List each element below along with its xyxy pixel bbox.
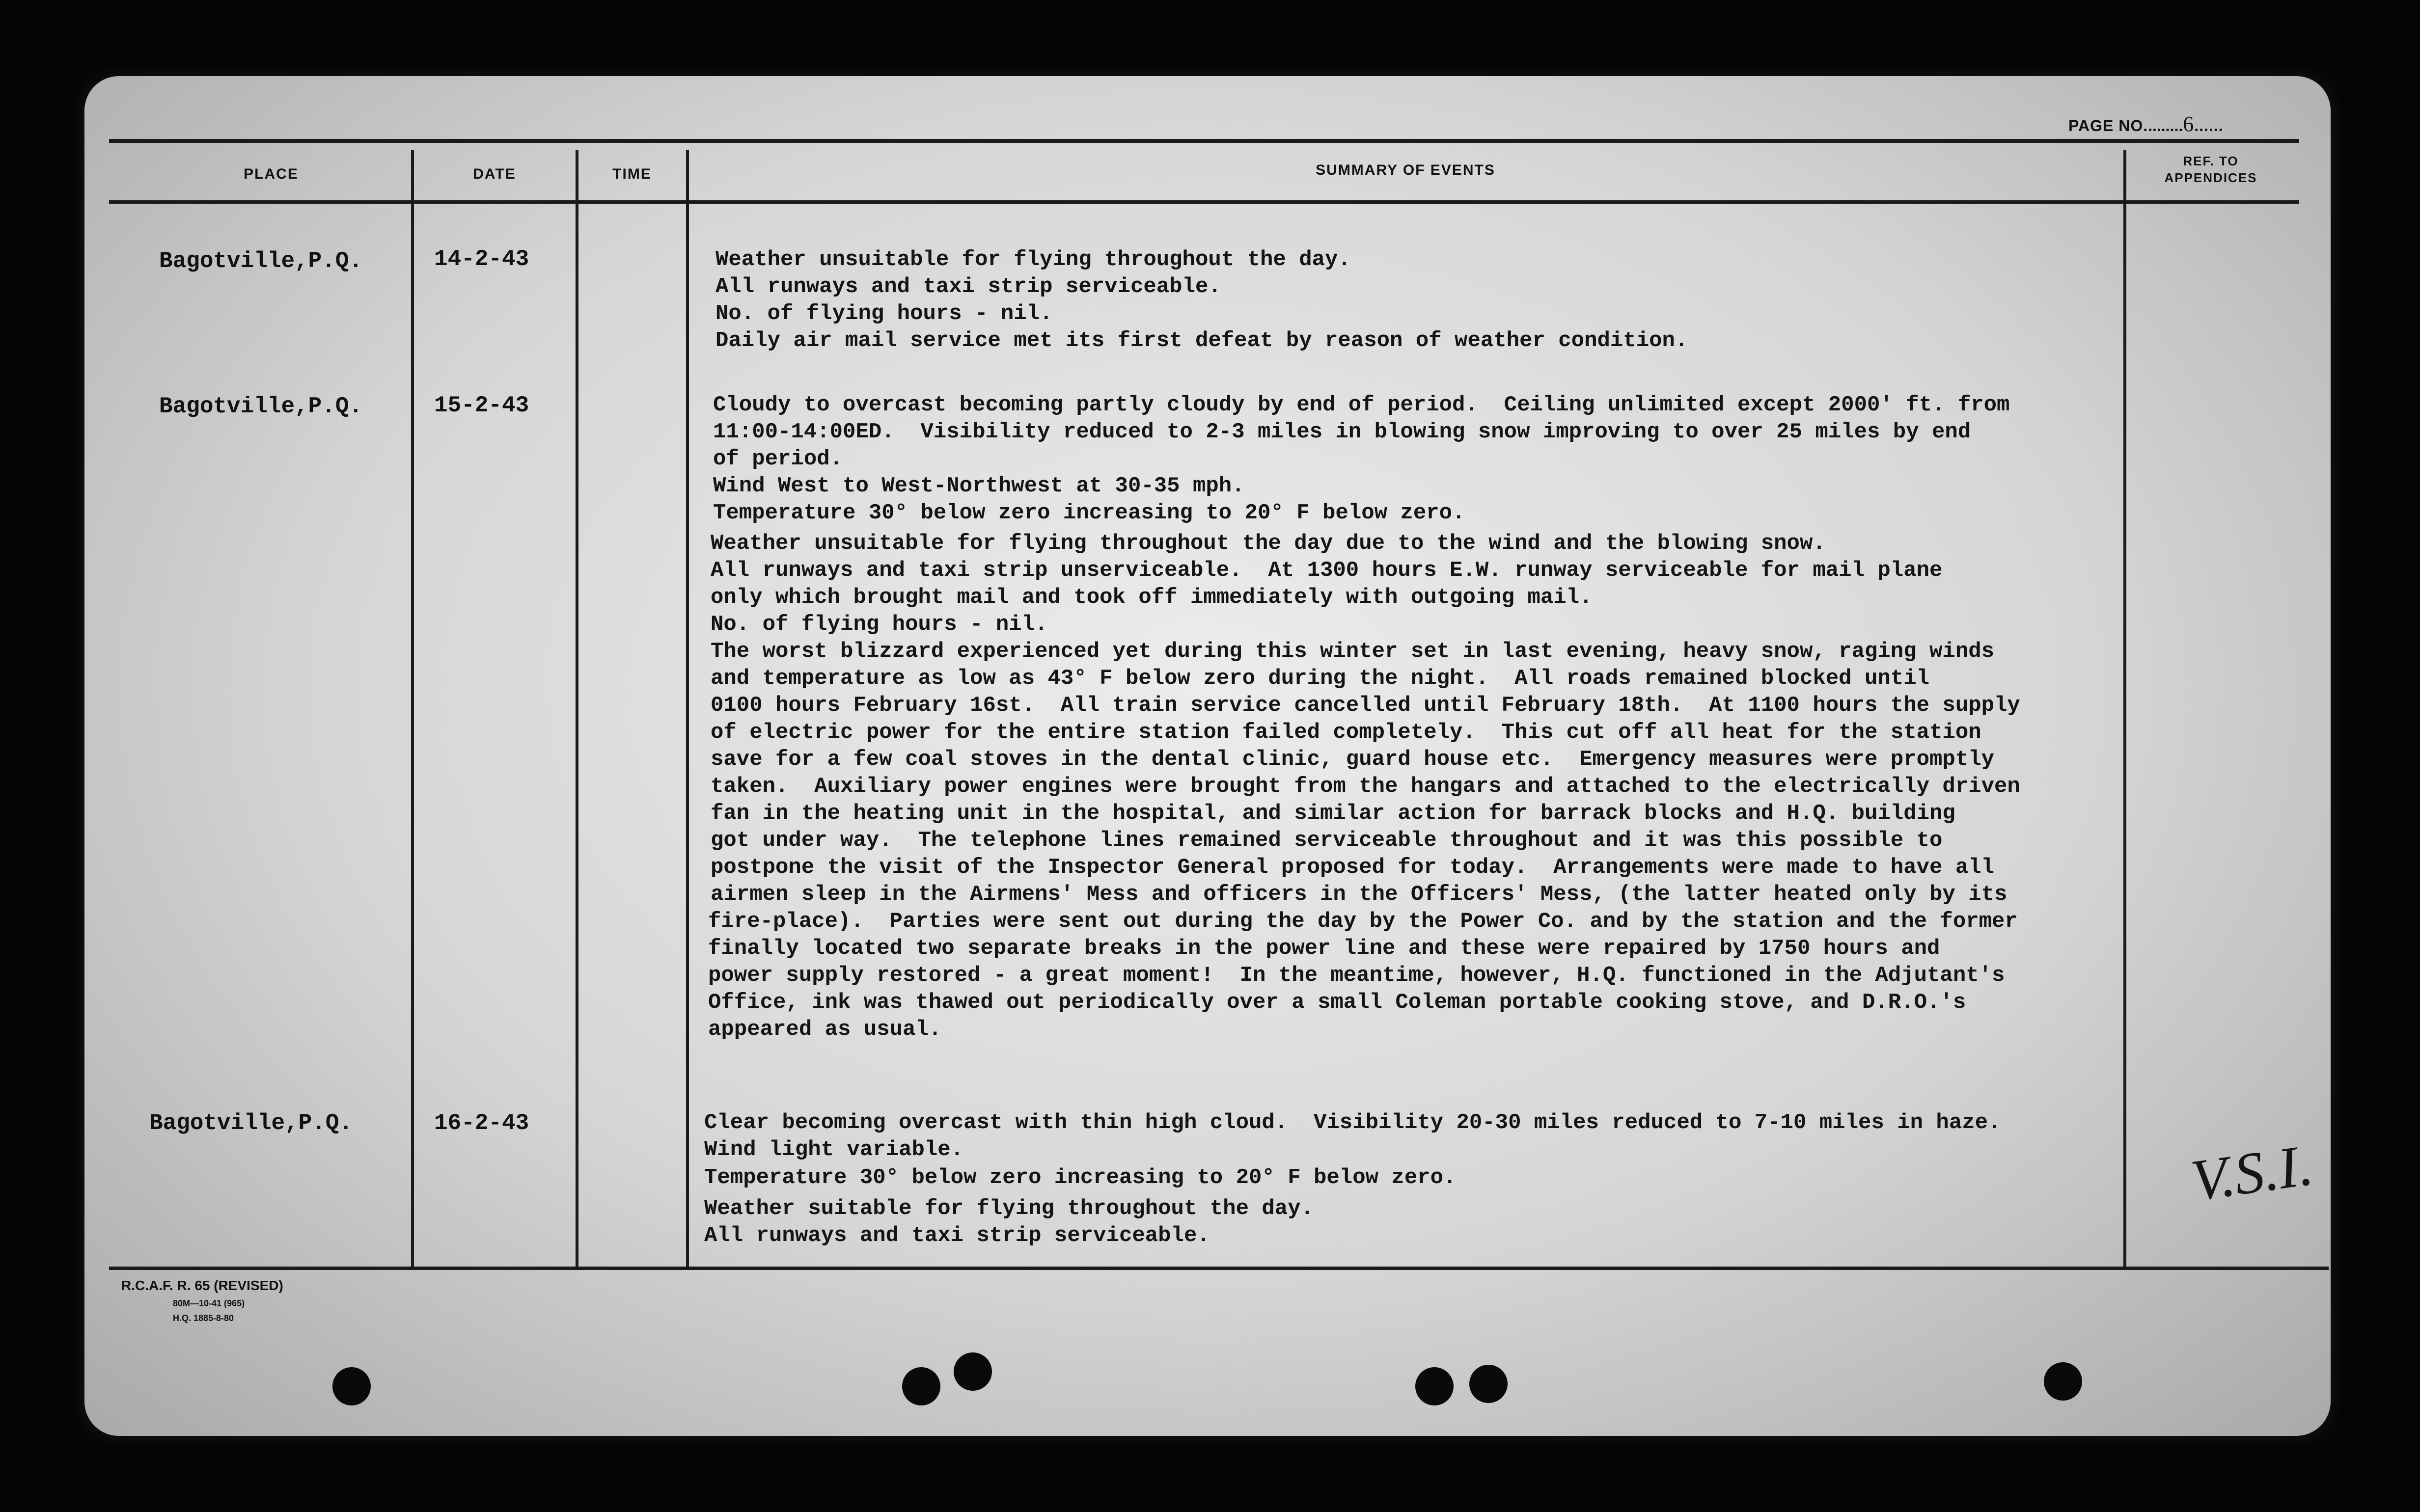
summary-line: All runways and taxi strip unserviceable. At 1300 hours E.W. runway serviceable for mail plane	[711, 558, 1943, 583]
summary-line: 11:00-14:00ED. Visibility reduced to 2-3 miles in blowing snow improving to over 25 miles by end	[713, 420, 1971, 444]
entry-place: Bagotville,P.Q.	[149, 1110, 353, 1136]
entry-date: 15-2-43	[434, 393, 529, 418]
summary-line: No. of flying hours - nil.	[711, 612, 1048, 637]
summary-line: The worst blizzard experienced yet during this winter set in last evening, heavy snow, raging winds	[711, 639, 1995, 664]
column-header-date: DATE	[473, 166, 516, 182]
entry-date: 14-2-43	[434, 246, 529, 272]
summary-line: Clear becoming overcast with thin high cloud. Visibility 20-30 miles reduced to 7-10 miles in haze.	[704, 1110, 2001, 1135]
column-header-appendices: APPENDICES	[2164, 170, 2257, 185]
binder-hole	[2044, 1362, 2082, 1401]
entry-place: Bagotville,P.Q.	[159, 394, 363, 419]
summary-line: taken. Auxiliary power engines were brought from the hangars and attached to the electrically driven	[711, 774, 2020, 799]
summary-line: Weather unsuitable for flying throughout the day.	[715, 247, 1351, 272]
binder-hole	[1415, 1367, 1454, 1405]
summary-line: fan in the heating unit in the hospital, and similar action for barrack blocks and H.Q. building	[711, 801, 1955, 826]
header-bottom-rule	[109, 200, 2299, 204]
summary-line: appeared as usual.	[708, 1017, 942, 1042]
summary-line: Wind light variable.	[704, 1137, 964, 1162]
summary-line: Temperature 30° below zero increasing to 20° F below zero.	[704, 1165, 1457, 1190]
column-divider-place	[411, 150, 414, 1269]
column-header-summary: SUMMARY OF EVENTS	[1316, 162, 1495, 178]
summary-line: Daily air mail service met its first defeat by reason of weather condition.	[715, 328, 1688, 353]
summary-line: of period.	[713, 447, 843, 471]
summary-line: Weather unsuitable for flying throughout the day due to the wind and the blowing snow.	[711, 531, 1826, 556]
summary-line: and temperature as low as 43° F below zero during the night. All roads remained blocked until	[711, 666, 1930, 691]
summary-line: All runways and taxi strip serviceable.	[715, 274, 1221, 299]
column-divider-summary	[2123, 150, 2126, 1269]
column-divider-date	[576, 150, 578, 1269]
summary-line: postpone the visit of the Inspector General proposed for today. Arrangements were made to have all	[711, 855, 1995, 880]
summary-line: 0100 hours February 16st. All train service cancelled until February 18th. At 1100 hours the supply	[711, 693, 2020, 718]
header-top-rule	[109, 139, 2299, 143]
summary-line: finally located two separate breaks in the power line and these were repaired by 1750 hours and	[708, 936, 1940, 961]
form-id-line2: 80M—10-41 (965)	[173, 1298, 245, 1308]
column-divider-time	[686, 150, 689, 1269]
handwritten-initials: V.S.I.	[2187, 1132, 2317, 1214]
column-header-ref: REF. TO	[2183, 154, 2239, 168]
summary-line: Temperature 30° below zero increasing to 20° F below zero.	[713, 501, 1465, 525]
summary-line: Cloudy to overcast becoming partly cloudy by end of period. Ceiling unlimited except 2000' ft. from	[713, 393, 2010, 417]
binder-hole	[332, 1367, 371, 1405]
page-label: PAGE NO.	[2068, 117, 2148, 135]
binder-hole	[954, 1352, 992, 1391]
entry-place: Bagotville,P.Q.	[159, 248, 363, 274]
summary-line: All runways and taxi strip serviceable.	[704, 1223, 1210, 1248]
summary-line: only which brought mail and took off immediately with outgoing mail.	[711, 585, 1593, 610]
summary-line: save for a few coal stoves in the dental clinic, guard house etc. Emergency measures were promptly	[711, 747, 1995, 772]
binder-hole	[1469, 1365, 1508, 1403]
column-header-time: TIME	[612, 166, 652, 182]
summary-line: of electric power for the entire station failed completely. This cut off all heat for the station	[711, 720, 1981, 745]
column-header-place: PLACE	[244, 166, 299, 182]
form-id-line1: R.C.A.F. R. 65 (REVISED)	[121, 1278, 283, 1293]
summary-line: No. of flying hours - nil.	[715, 301, 1053, 326]
page-number-label: PAGE NO.........6......	[2068, 112, 2224, 136]
summary-line: Weather suitable for flying throughout the day.	[704, 1196, 1314, 1221]
record-card	[84, 76, 2331, 1436]
summary-line: fire-place). Parties were sent out during the day by the Power Co. and by the station and the former	[708, 909, 2018, 934]
summary-line: power supply restored - a great moment! In the meantime, however, H.Q. functioned in the Adjutant's	[708, 963, 2005, 988]
footer-rule	[109, 1267, 2329, 1270]
entry-date: 16-2-43	[434, 1110, 529, 1136]
summary-line: airmen sleep in the Airmens' Mess and officers in the Officers' Mess, (the latter heated only by its	[711, 882, 2008, 907]
page-number: 6	[2183, 112, 2195, 136]
summary-line: Office, ink was thawed out periodically over a small Coleman portable cooking stove, and D.R.O.'s	[708, 990, 1966, 1015]
summary-line: Wind West to West-Northwest at 30-35 mph.	[713, 474, 1245, 498]
summary-line: got under way. The telephone lines remained serviceable throughout and it was this possible to	[711, 828, 1943, 853]
binder-hole	[902, 1367, 940, 1405]
form-id-line3: H.Q. 1885-8-80	[173, 1313, 234, 1323]
